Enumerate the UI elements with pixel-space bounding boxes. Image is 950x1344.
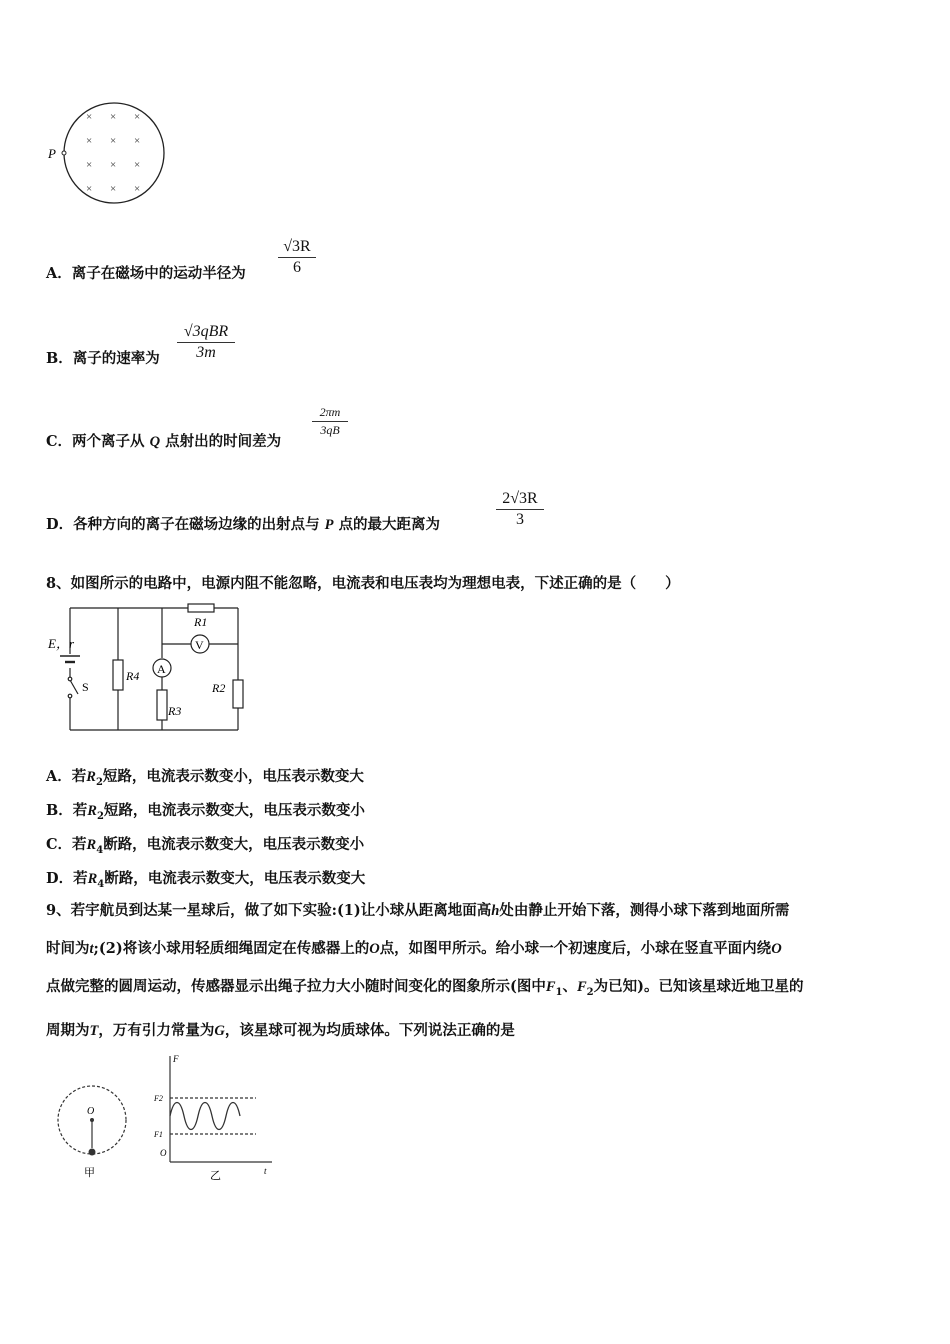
fraction-denominator: 3 — [516, 511, 524, 528]
circuit-diagram — [44, 600, 254, 736]
y-axis-label: F — [173, 1054, 179, 1064]
option-letter: A．若 — [46, 768, 87, 785]
q7-option-b-fraction — [177, 323, 235, 362]
figure-yi-caption: 乙 — [210, 1170, 221, 1182]
r2-label: R2 — [212, 681, 226, 695]
option-text: 断路，电流表示数变大，电压表示数变小 — [103, 836, 365, 853]
r4-label: R4 — [126, 669, 140, 683]
field-crosses — [86, 111, 140, 195]
q9-line-1: 9、若宇航员到达某一星球后，做了如下实验:(1)让小球从距离地面高h处由静止开始下落，测得小球下落到地面所需 — [46, 902, 790, 919]
point-p-marker — [62, 151, 66, 155]
option-sub: 2 — [95, 776, 103, 788]
f1-label: F1 — [154, 1130, 163, 1139]
option-text: 短路，电流表示数变大，电压表示数变小 — [103, 802, 365, 819]
figure-yi — [150, 1052, 280, 1182]
magnetic-field-figure — [44, 98, 174, 208]
r3-label: R3 — [168, 704, 182, 718]
q8-option-c — [46, 833, 364, 856]
fraction-denominator: 3qB — [320, 423, 340, 437]
center-o-label: O — [87, 1106, 95, 1117]
q8-option-b — [46, 799, 365, 822]
option-letter: D．若 — [46, 870, 88, 887]
switch-label: S — [82, 680, 89, 694]
q8-option-a — [46, 765, 364, 788]
fraction-denominator: 3m — [196, 344, 216, 361]
q7-option-a — [46, 262, 246, 283]
q7-option-b-text: B．离子的速率为 — [46, 350, 160, 367]
option-sub: 4 — [96, 844, 104, 856]
point-p-label: P — [48, 146, 56, 161]
q7-option-c-fraction — [312, 405, 348, 438]
option-var: R — [87, 803, 97, 819]
option-var: R — [86, 837, 97, 853]
q9-line-2: 时间为t;(2)将该小球用轻质细绳固定在传感器上的O点，如图甲所示。给小球一个初速度后，小球在竖直平面内绕O — [46, 940, 782, 957]
q9-stem — [46, 892, 916, 1050]
q7-option-d-fraction — [496, 490, 544, 529]
fraction-numerator: 2√3R — [502, 490, 538, 507]
f2-label: F2 — [154, 1094, 163, 1103]
x-axis-label: t — [264, 1166, 267, 1176]
r1-label: R1 — [194, 615, 208, 629]
cross: × — [86, 111, 93, 123]
cross: × — [110, 135, 117, 147]
option-sub: 4 — [97, 878, 105, 890]
cross: × — [86, 183, 93, 195]
ammeter-label: A — [157, 662, 166, 676]
cross: × — [86, 135, 93, 147]
option-sub: 2 — [96, 810, 104, 822]
option-letter: B．若 — [46, 802, 88, 819]
q7-option-c-text-2: 点射出的时间差为 — [165, 433, 282, 450]
option-letter: C．若 — [46, 836, 87, 853]
q7-option-b — [46, 347, 160, 368]
fraction-numerator: 2πm — [319, 405, 341, 419]
figure-jia-caption: 甲 — [84, 1167, 95, 1179]
option-text: 短路，电流表示数变小，电压表示数变大 — [102, 768, 364, 785]
q7-option-a-fraction — [278, 238, 316, 277]
option-var: R — [86, 769, 96, 785]
q7-option-a-text: A．离子在磁场中的运动半径为 — [46, 265, 246, 282]
figure-jia-svg — [50, 1080, 140, 1180]
q7-option-c-var: Q — [149, 434, 161, 450]
circuit-svg — [44, 600, 254, 736]
cross: × — [110, 111, 117, 123]
cross: × — [134, 111, 141, 123]
q7-option-d-text-1: D．各种方向的离子在磁场边缘的出射点与 — [46, 516, 320, 533]
fraction-numerator: √3R — [283, 238, 311, 255]
q7-option-c-text-1: C．两个离子从 — [46, 433, 145, 450]
cross: × — [110, 159, 117, 171]
q8-stem — [46, 572, 680, 593]
q8-option-d — [46, 867, 365, 890]
q7-option-d-text-2: 点的最大距离为 — [338, 516, 441, 533]
figure-jia — [50, 1080, 140, 1180]
cross: × — [134, 159, 141, 171]
magnetic-field-svg — [44, 98, 174, 208]
q7-option-d — [46, 513, 440, 534]
cross: × — [134, 135, 141, 147]
q9-line-3: 点做完整的圆周运动，传感器显示出绳子拉力大小随时间变化的图象所示(图中$F_1$、$F_2$为已知)。已知该星球近地卫星的 — [46, 978, 804, 998]
q7-option-d-var: P — [324, 517, 334, 533]
source-label: E，r — [48, 636, 75, 651]
cross: × — [86, 159, 93, 171]
q7-option-c — [46, 430, 281, 451]
cross: × — [134, 183, 141, 195]
q9-line-4: 周期为T，万有引力常量为G，该星球可视为均质球体。下列说法正确的是 — [46, 1021, 515, 1039]
fraction-numerator: √3qBR — [183, 323, 229, 340]
q8-stem-text: 8、如图所示的电路中，电源内阻不能忽略，电流表和电压表均为理想电表，下述正确的是（ ） — [46, 575, 680, 592]
option-var: R — [87, 871, 98, 887]
origin-label: O — [160, 1148, 167, 1158]
fraction-denominator: 6 — [293, 259, 301, 276]
figure-yi-svg — [150, 1052, 280, 1182]
option-text: 断路，电流表示数变大，电压表示数变大 — [104, 870, 366, 887]
voltmeter-label: V — [195, 638, 204, 652]
cross: × — [110, 183, 117, 195]
